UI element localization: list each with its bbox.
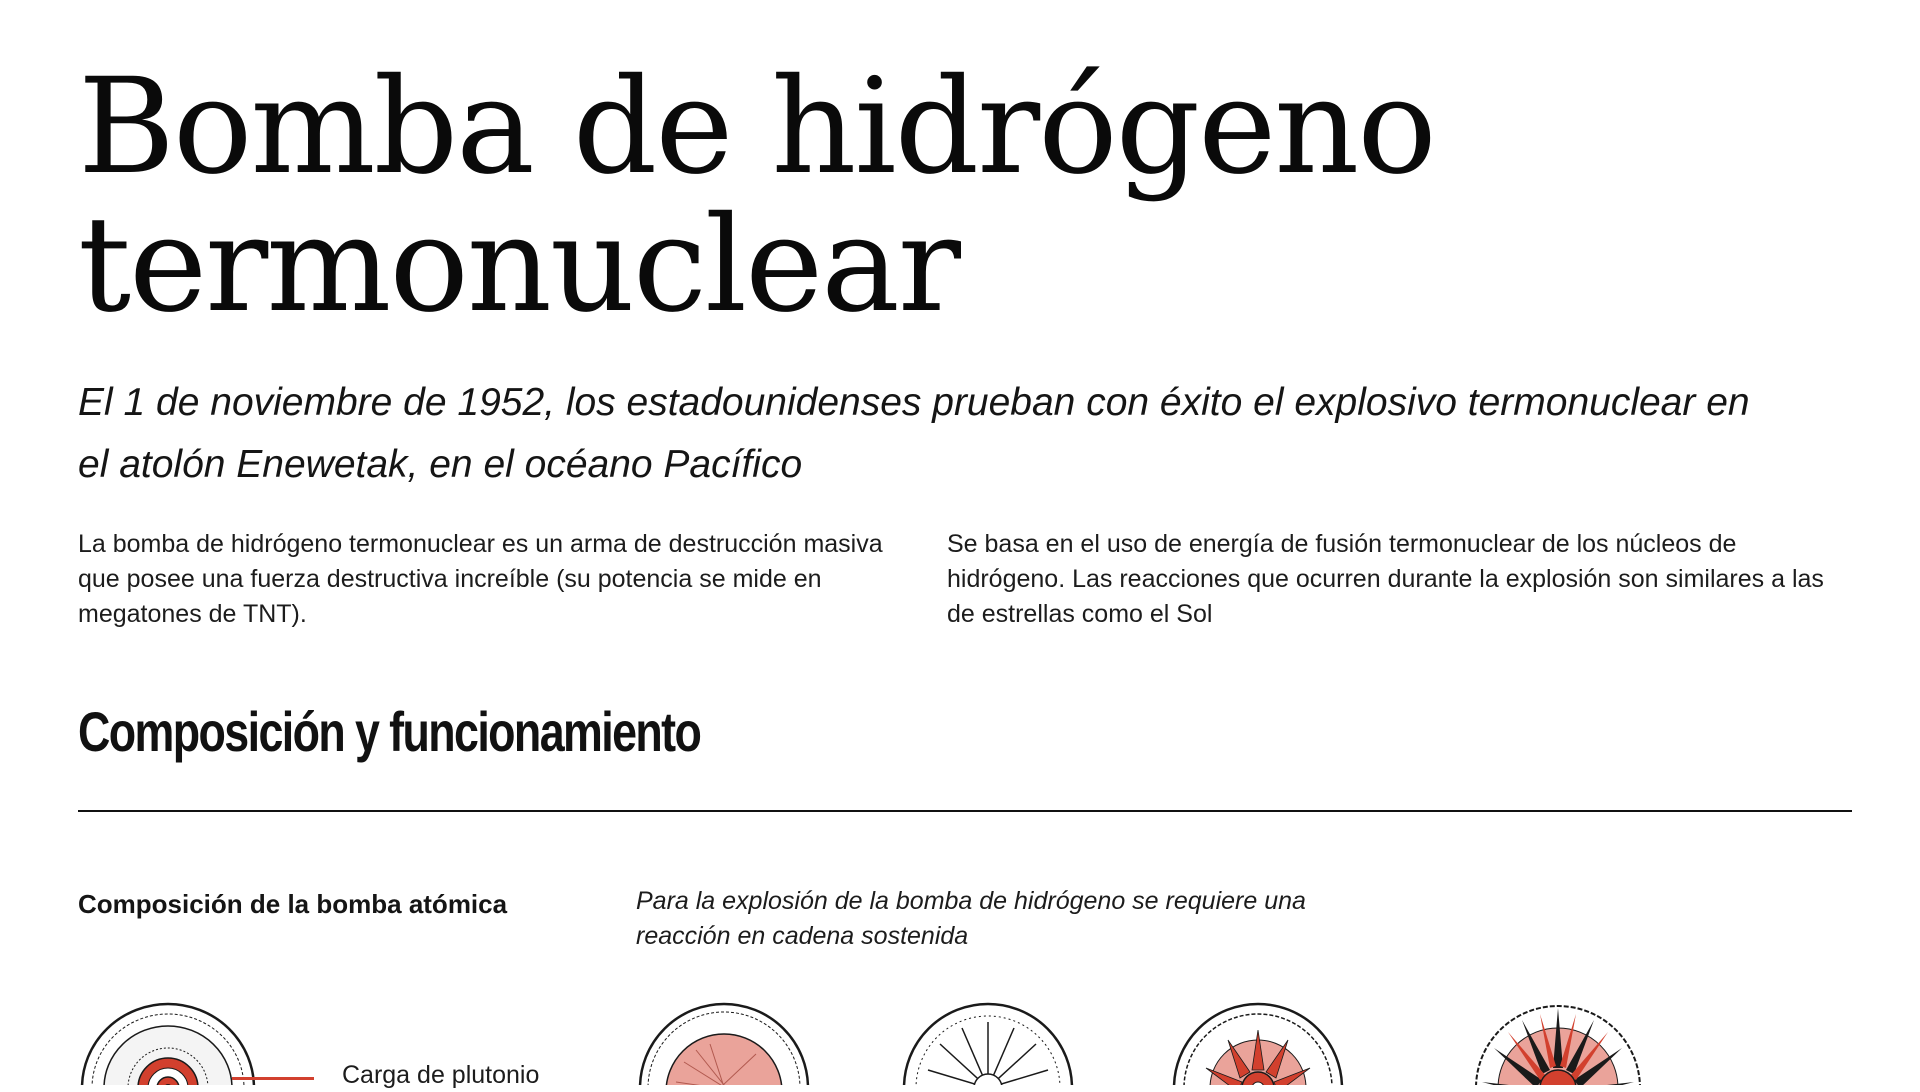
bomb-composition-icon [78, 1000, 268, 1085]
subtitle-line-1: El 1 de noviembre de 1952, los estadounidenses prueban con éxito el explosivo termonuclear en [78, 381, 1750, 424]
chain-reaction-stage-1-icon [636, 1000, 816, 1085]
chain-reaction-stage-4-icon [1470, 998, 1650, 1085]
chain-reaction-stage-2-icon [900, 1000, 1080, 1085]
section-heading: Composición y funcionamiento [78, 700, 701, 763]
intro-paragraph-right: Se basa en el uso de energía de fusión termonuclear de los núcleos de hidrógeno. Las reacciones que ocurren durante la explosión son similares a las de estrellas como el Sol [947, 530, 1824, 628]
subtitle-line-2: el atolón Enewetak, en el océano Pacífico [78, 443, 803, 486]
title-line-2: termonuclear [78, 188, 959, 342]
plutonium-callout-label: Carga de plutonio [342, 1061, 540, 1089]
chain-reaction-stage-3-icon [1170, 1000, 1350, 1085]
composition-label: Composición de la bomba atómica [78, 889, 508, 919]
plutonium-callout-line [232, 1077, 314, 1080]
section-divider [78, 810, 1852, 812]
process-note: Para la explosión de la bomba de hidrógeno se requiere una reacción en cadena sostenida [636, 887, 1306, 950]
subtitle [78, 372, 1818, 496]
page-title [78, 50, 1778, 342]
intro-paragraph-left: La bomba de hidrógeno termonuclear es un arma de destrucción masiva que posee una fuerza destructiva increíble (su potencia se mide en megatones de TNT). [78, 530, 883, 628]
title-line-1: Bomba de hidrógeno [78, 50, 1435, 204]
